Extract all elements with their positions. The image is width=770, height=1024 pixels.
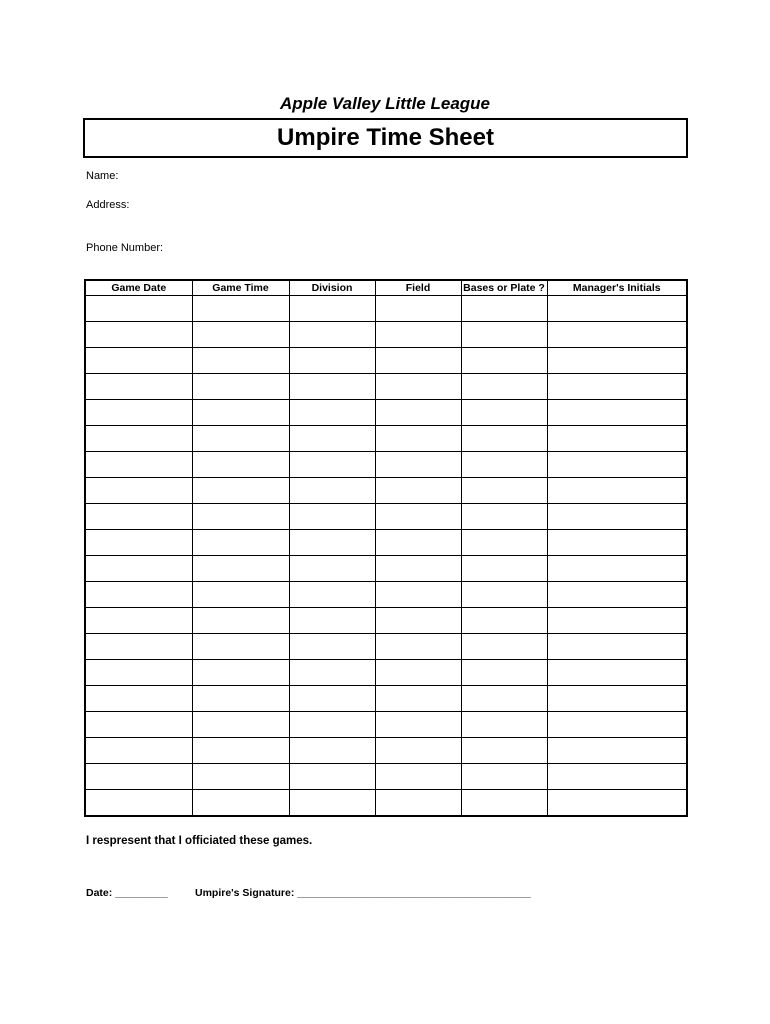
table-cell[interactable] bbox=[375, 452, 461, 478]
table-cell[interactable] bbox=[85, 608, 192, 634]
table-cell[interactable] bbox=[375, 634, 461, 660]
table-row bbox=[85, 322, 687, 348]
table-cell[interactable] bbox=[547, 374, 687, 400]
table-row bbox=[85, 686, 687, 712]
table-cell[interactable] bbox=[85, 322, 192, 348]
table-cell[interactable] bbox=[289, 530, 375, 556]
table-cell[interactable] bbox=[547, 608, 687, 634]
table-cell[interactable] bbox=[85, 296, 192, 322]
table-cell[interactable] bbox=[192, 712, 289, 738]
table-row bbox=[85, 530, 687, 556]
table-cell[interactable] bbox=[375, 348, 461, 374]
table-cell[interactable] bbox=[289, 686, 375, 712]
table-cell[interactable] bbox=[461, 686, 547, 712]
table-row bbox=[85, 452, 687, 478]
table-cell[interactable] bbox=[375, 374, 461, 400]
table-cell[interactable] bbox=[85, 504, 192, 530]
table-cell[interactable] bbox=[289, 478, 375, 504]
table-cell[interactable] bbox=[547, 582, 687, 608]
table-cell[interactable] bbox=[85, 738, 192, 764]
table-cell[interactable] bbox=[289, 764, 375, 790]
table-cell[interactable] bbox=[547, 686, 687, 712]
table-cell[interactable] bbox=[375, 426, 461, 452]
col-header-game-date: Game Date bbox=[85, 280, 192, 296]
table-row bbox=[85, 712, 687, 738]
table-row bbox=[85, 660, 687, 686]
table-cell[interactable] bbox=[461, 426, 547, 452]
table-cell[interactable] bbox=[375, 686, 461, 712]
table-cell[interactable] bbox=[289, 504, 375, 530]
table-cell[interactable] bbox=[547, 322, 687, 348]
table-cell[interactable] bbox=[461, 556, 547, 582]
table-cell[interactable] bbox=[289, 660, 375, 686]
attestation-text: I respresent that I officiated these games. bbox=[86, 835, 313, 847]
table-row bbox=[85, 738, 687, 764]
table-row bbox=[85, 374, 687, 400]
table-cell[interactable] bbox=[547, 556, 687, 582]
table-cell[interactable] bbox=[547, 530, 687, 556]
table-cell[interactable] bbox=[375, 400, 461, 426]
table-cell[interactable] bbox=[375, 504, 461, 530]
table-cell[interactable] bbox=[375, 296, 461, 322]
table-cell[interactable] bbox=[547, 660, 687, 686]
table-cell[interactable] bbox=[289, 790, 375, 817]
table-cell[interactable] bbox=[375, 712, 461, 738]
table-row bbox=[85, 764, 687, 790]
table-cell[interactable] bbox=[85, 634, 192, 660]
table-header-row bbox=[85, 280, 687, 296]
table-cell[interactable] bbox=[375, 556, 461, 582]
table-cell[interactable] bbox=[85, 426, 192, 452]
table-cell[interactable] bbox=[192, 426, 289, 452]
table-cell[interactable] bbox=[375, 608, 461, 634]
table-cell[interactable] bbox=[375, 764, 461, 790]
table-cell[interactable] bbox=[461, 530, 547, 556]
table-cell[interactable] bbox=[192, 556, 289, 582]
table-cell[interactable] bbox=[289, 634, 375, 660]
table-cell[interactable] bbox=[192, 686, 289, 712]
table-cell[interactable] bbox=[289, 608, 375, 634]
table-cell[interactable] bbox=[375, 790, 461, 817]
table-row bbox=[85, 504, 687, 530]
table-cell[interactable] bbox=[85, 374, 192, 400]
table-cell[interactable] bbox=[547, 478, 687, 504]
table-cell[interactable] bbox=[85, 790, 192, 817]
league-name: Apple Valley Little League bbox=[279, 94, 491, 113]
table-cell[interactable] bbox=[289, 296, 375, 322]
table-cell[interactable] bbox=[192, 608, 289, 634]
phone-label: Phone Number: bbox=[86, 242, 164, 254]
table-cell[interactable] bbox=[289, 556, 375, 582]
table-cell[interactable] bbox=[289, 348, 375, 374]
table-cell[interactable] bbox=[461, 478, 547, 504]
table-cell[interactable] bbox=[192, 738, 289, 764]
table-row bbox=[85, 608, 687, 634]
game-log-table bbox=[84, 279, 688, 817]
col-header-game-time: Game Time bbox=[192, 280, 289, 296]
table-cell[interactable] bbox=[85, 348, 192, 374]
table-cell[interactable] bbox=[461, 504, 547, 530]
table-cell[interactable] bbox=[289, 322, 375, 348]
table-cell[interactable] bbox=[192, 374, 289, 400]
table-row bbox=[85, 426, 687, 452]
table-cell[interactable] bbox=[289, 452, 375, 478]
table-row bbox=[85, 556, 687, 582]
table-row bbox=[85, 348, 687, 374]
table-cell[interactable] bbox=[547, 738, 687, 764]
page-title: Umpire Time Sheet bbox=[83, 118, 688, 158]
table-cell[interactable] bbox=[375, 530, 461, 556]
table-cell[interactable] bbox=[85, 660, 192, 686]
table-cell[interactable] bbox=[547, 634, 687, 660]
table-cell[interactable] bbox=[192, 764, 289, 790]
table-cell[interactable] bbox=[289, 400, 375, 426]
table-cell[interactable] bbox=[461, 634, 547, 660]
table-cell[interactable] bbox=[289, 374, 375, 400]
table-cell[interactable] bbox=[461, 712, 547, 738]
table-cell[interactable] bbox=[461, 608, 547, 634]
table-row bbox=[85, 634, 687, 660]
table-cell[interactable] bbox=[375, 738, 461, 764]
col-header-division: Division bbox=[289, 280, 375, 296]
table-cell[interactable] bbox=[547, 790, 687, 817]
table-cell[interactable] bbox=[547, 348, 687, 374]
table-cell[interactable] bbox=[85, 556, 192, 582]
table-cell[interactable] bbox=[289, 738, 375, 764]
table-cell[interactable] bbox=[547, 764, 687, 790]
table-cell[interactable] bbox=[85, 582, 192, 608]
table-cell[interactable] bbox=[192, 296, 289, 322]
table-cell[interactable] bbox=[375, 322, 461, 348]
table-row bbox=[85, 296, 687, 322]
table-row bbox=[85, 790, 687, 817]
table-cell[interactable] bbox=[461, 400, 547, 426]
table-cell[interactable] bbox=[547, 400, 687, 426]
table-cell[interactable] bbox=[461, 582, 547, 608]
table-cell[interactable] bbox=[461, 348, 547, 374]
table-cell[interactable] bbox=[192, 634, 289, 660]
table-cell[interactable] bbox=[85, 452, 192, 478]
table-cell[interactable] bbox=[192, 478, 289, 504]
table-row bbox=[85, 478, 687, 504]
table-cell[interactable] bbox=[192, 582, 289, 608]
table-cell[interactable] bbox=[289, 712, 375, 738]
table-row bbox=[85, 400, 687, 426]
table-cell[interactable] bbox=[547, 504, 687, 530]
table-cell[interactable] bbox=[85, 764, 192, 790]
table-cell[interactable] bbox=[375, 478, 461, 504]
table-cell[interactable] bbox=[85, 686, 192, 712]
table-body bbox=[85, 296, 687, 817]
table-cell[interactable] bbox=[461, 660, 547, 686]
table-cell[interactable] bbox=[547, 296, 687, 322]
address-label: Address: bbox=[86, 199, 130, 211]
table-cell[interactable] bbox=[547, 426, 687, 452]
col-header-field: Field bbox=[375, 280, 461, 296]
col-header-managers-initials: Manager's Initials bbox=[547, 280, 687, 296]
table-cell[interactable] bbox=[461, 296, 547, 322]
table-cell[interactable] bbox=[461, 764, 547, 790]
name-label: Name: bbox=[86, 170, 119, 182]
table-cell[interactable] bbox=[192, 660, 289, 686]
table-cell[interactable] bbox=[192, 400, 289, 426]
table-cell[interactable] bbox=[289, 582, 375, 608]
table-cell[interactable] bbox=[461, 322, 547, 348]
table-cell[interactable] bbox=[289, 426, 375, 452]
table-cell[interactable] bbox=[85, 530, 192, 556]
table-cell[interactable] bbox=[85, 712, 192, 738]
signature-line: Umpire's Signature: ________________________________________ bbox=[195, 887, 531, 899]
table-cell[interactable] bbox=[192, 322, 289, 348]
table-cell[interactable] bbox=[192, 452, 289, 478]
table-cell[interactable] bbox=[192, 790, 289, 817]
table-cell[interactable] bbox=[461, 738, 547, 764]
table-cell[interactable] bbox=[192, 504, 289, 530]
table-cell[interactable] bbox=[192, 348, 289, 374]
date-line: Date: _________ bbox=[86, 887, 168, 899]
table-row bbox=[85, 582, 687, 608]
table-cell[interactable] bbox=[547, 712, 687, 738]
table-cell[interactable] bbox=[547, 452, 687, 478]
table-cell[interactable] bbox=[461, 374, 547, 400]
table-cell[interactable] bbox=[85, 400, 192, 426]
col-header-bases-or-plate: Bases or Plate ? bbox=[461, 280, 547, 296]
table-cell[interactable] bbox=[85, 478, 192, 504]
table-cell[interactable] bbox=[375, 582, 461, 608]
table-cell[interactable] bbox=[461, 790, 547, 817]
table-cell[interactable] bbox=[192, 530, 289, 556]
table-cell[interactable] bbox=[461, 452, 547, 478]
table-cell[interactable] bbox=[375, 660, 461, 686]
